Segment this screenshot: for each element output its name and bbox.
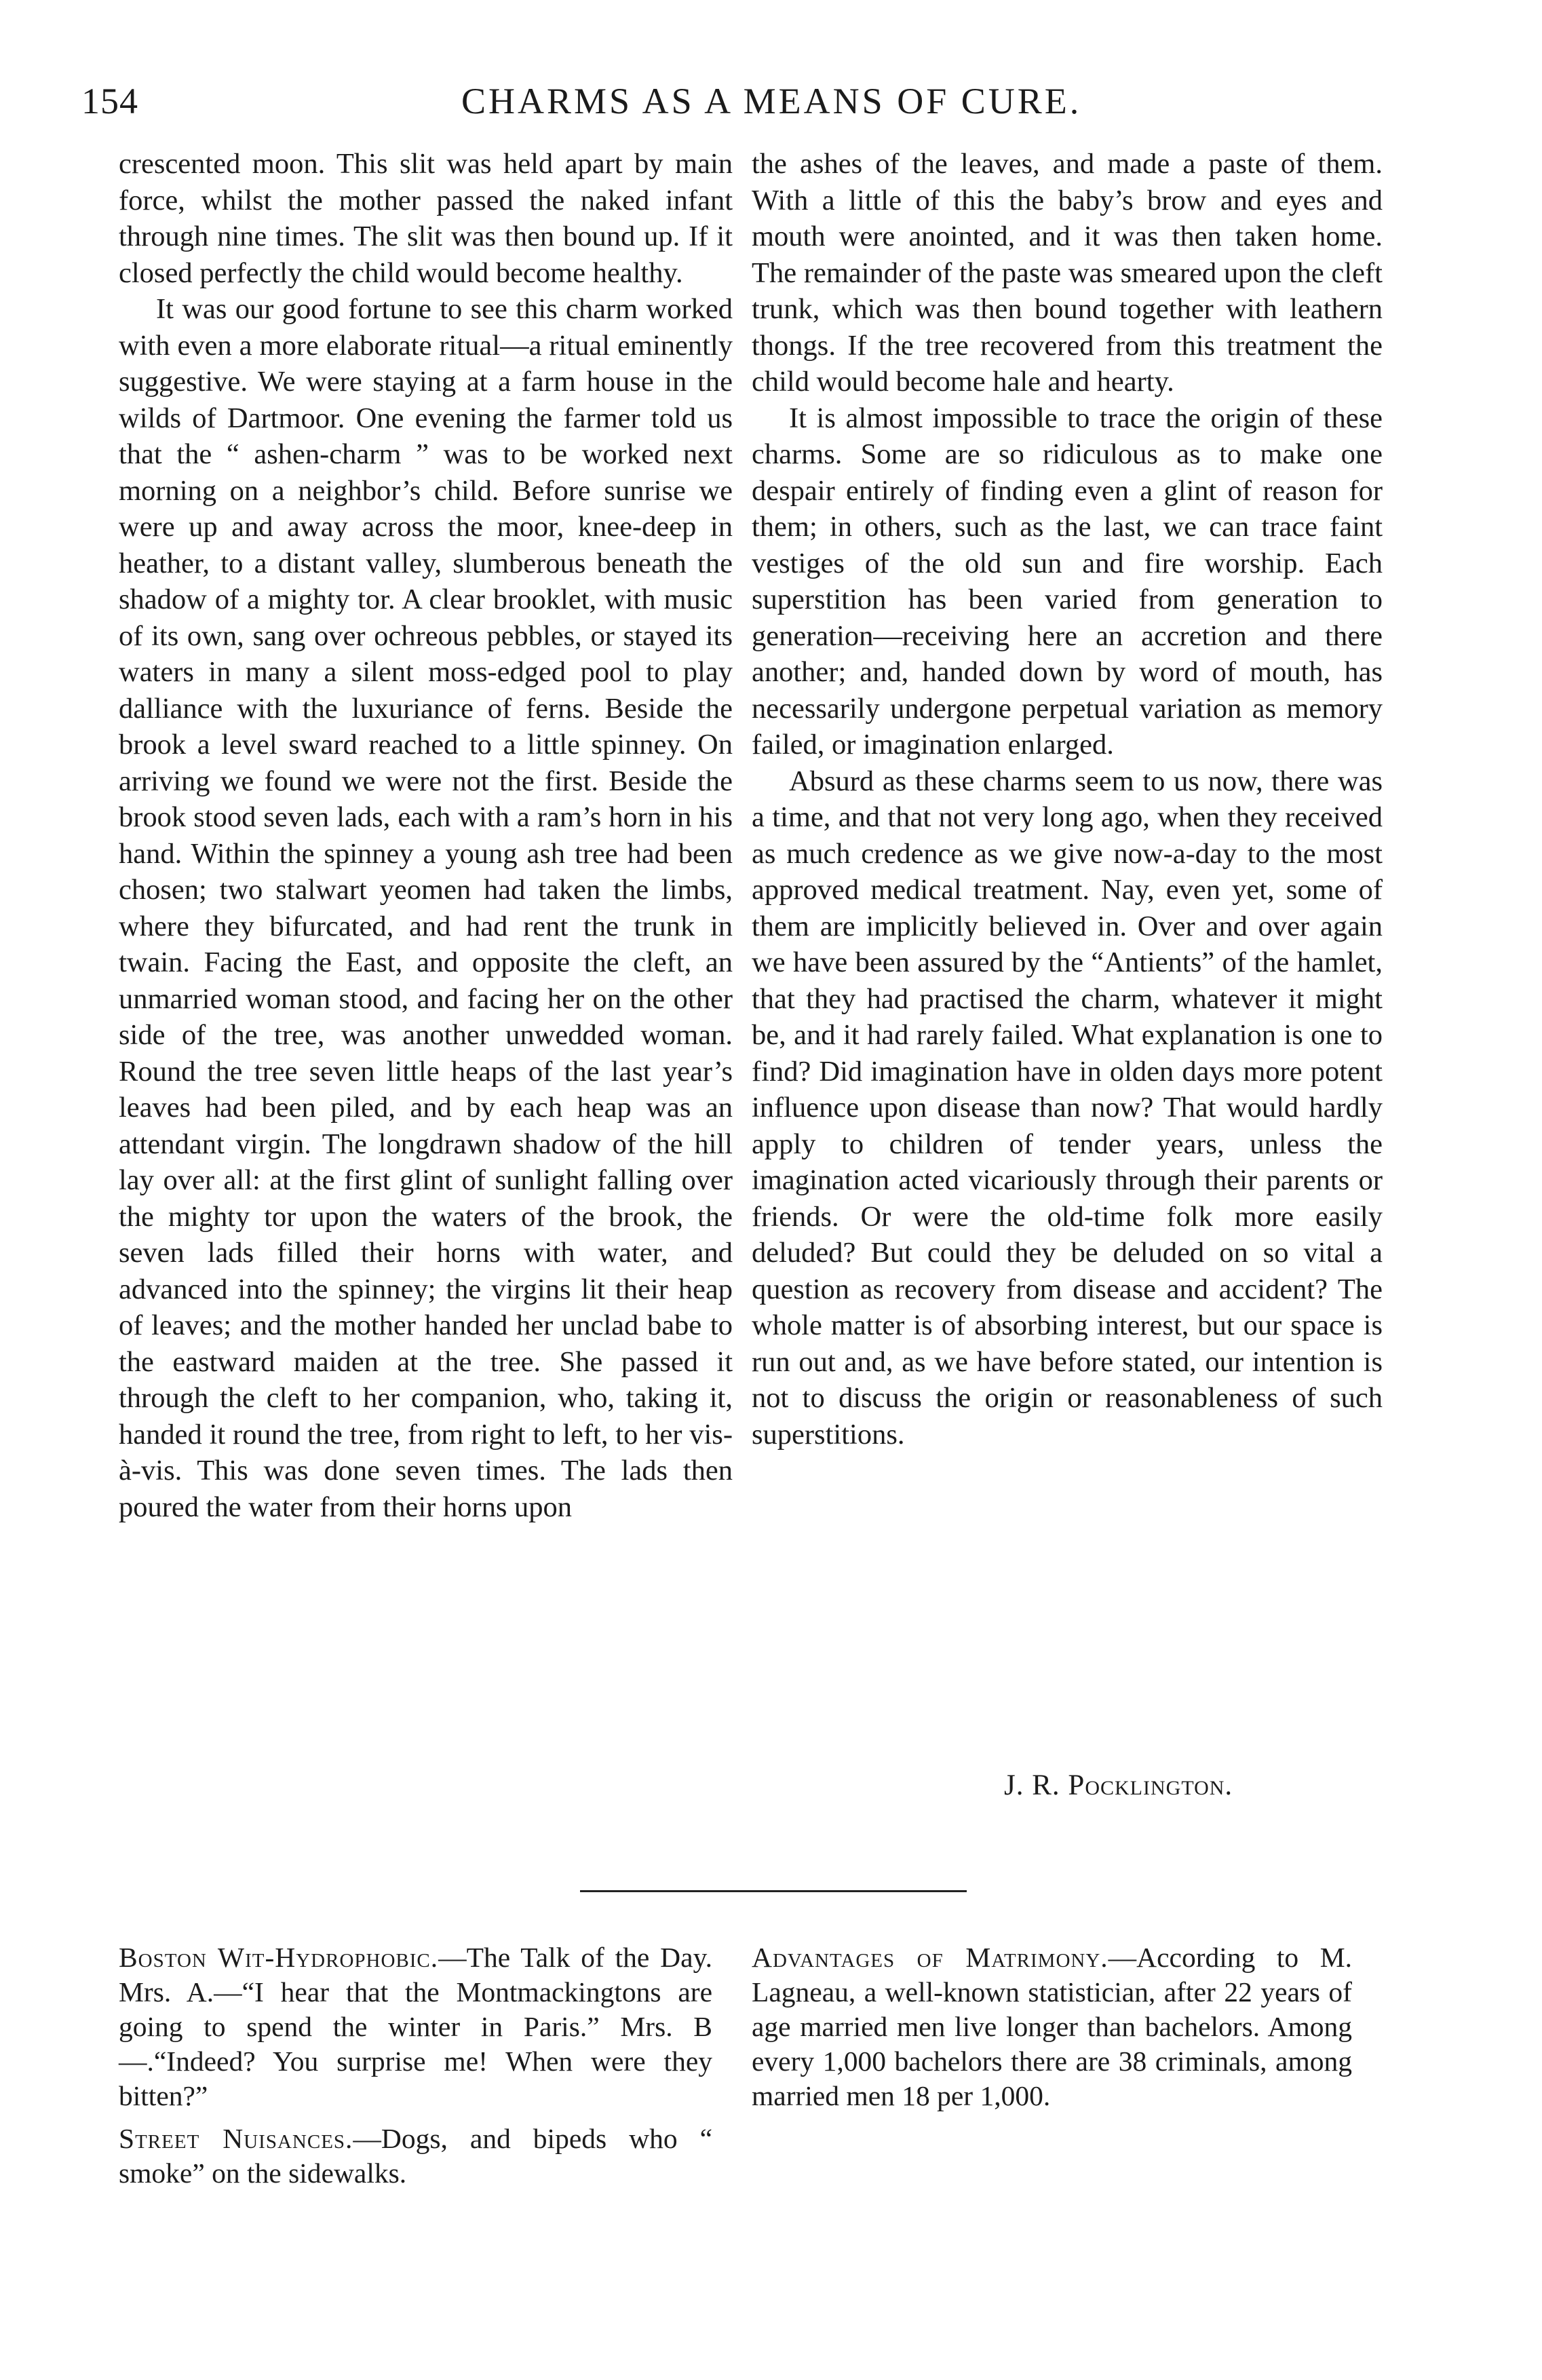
- note-boston-wit: [119, 1940, 712, 2113]
- note-heading: Advantages of Matrimony.: [752, 1942, 1109, 1973]
- note-matrimony: [752, 1940, 1352, 2113]
- article-paragraph: crescented moon. This slit was held apart by main force, whilst the mother passed the naked infant through nine times. The slit was then bound up. If it closed perfectly the child would become healthy.: [119, 148, 733, 289]
- note-heading: Street Nuisances.: [119, 2123, 353, 2154]
- running-title: CHARMS AS A MEANS OF CURE.: [461, 81, 1082, 121]
- note-street-nuisances: [119, 2122, 712, 2191]
- article-column-right: [752, 146, 1383, 1453]
- notes-column-right: [752, 1940, 1352, 2122]
- author-surname: Pocklington.: [1068, 1769, 1233, 1801]
- article-paragraph: the ashes of the leaves, and made a paste of them. With a little of this the baby’s brow and eyes and mouth were anointed, and it was then taken home. The remainder of the paste was smeared upon the cleft trunk, which was then bound together with leathern thongs. If the tree recovered from this treatment the child would become hale and hearty.: [752, 148, 1383, 398]
- section-divider: [580, 1890, 967, 1892]
- author-initials: J. R.: [1004, 1769, 1060, 1801]
- notes-column-left: [119, 1940, 712, 2199]
- note-body: —Dogs, and bipeds who “ smoke” on the sidewalks.: [119, 2123, 713, 2189]
- page-number: 154: [81, 81, 138, 121]
- article-paragraph: It was our good fortune to see this charm worked with even a more elaborate ritual—a ritual eminently suggestive. We were staying at a farm house in the wilds of Dartmoor. One evening the farmer told us that the “ ashen-charm ” was to be worked next morning on a neighbor’s child. Before sunrise we were up and away across the moor, knee-deep in heather, to a distant valley, slumberous beneath the shadow of a mighty tor. A clear brooklet, with music of its own, sang over ochreous pebbles, or stayed its waters in many a silent moss-edged pool to play dalliance with the luxuriance of ferns. Beside the brook a level sward reached to a little spinney. On arriving we found we were not the first. Beside the brook stood seven lads, each with a ram’s horn in his hand. Within the spinney a young ash tree had been chosen; two stalwart yeomen had taken the limbs, where they bifurcated, and had rent the trunk in twain. Facing the East, and opposite the cleft, an unmarried woman stood, and facing her on the other side of the tree, was another unwedded woman. Round the tree seven little heaps of the last year’s leaves had been piled, and by each heap was an attendant virgin. The longdrawn shadow of the hill lay over all: at the first glint of sunlight falling over the mighty tor upon the waters of the brook, the seven lads filled their horns with water, and advanced into the spinney; the virgins lit their heap of leaves; and the mother handed her unclad babe to the eastward maiden at the tree. She passed it through the cleft to her companion, who, taking it, handed it round the tree, from right to left, to her vis-à-vis. This was done seven times. The lads then poured the water from their horns upon: [119, 293, 733, 1523]
- article-column-left: [119, 146, 733, 1525]
- page-header: [81, 80, 1438, 141]
- author-signature: [1004, 1769, 1233, 1802]
- article-paragraph: Absurd as these charms seem to us now, there was a time, and that not very long ago, when they received as much credence as we give now-a-day to the most approved medical treatment. Nay, even yet, some of them are implicitly believed in. Over and over again we have been assured by the “Antients” of the hamlet, that they had practised the charm, whatever it might be, and it had rarely failed. What explanation is one to find? Did imagination have in olden days more potent influence upon disease than now? That would hardly apply to children of tender years, unless the imagination acted vicariously through their parents or friends. Or were the old-time folk more easily deluded? But could they be deluded on so vital a question as recovery from disease and accident? The whole matter is of absorbing interest, but our space is run out and, as we have before stated, our intention is not to discuss the origin or reasonableness of such superstitions.: [752, 765, 1383, 1451]
- note-body: —According to M. Lagneau, a well-known statistician, after 22 years of age married men live longer than bachelors. Among every 1,000 bachelors there are 38 criminals, among married men 18 per 1,000.: [752, 1942, 1352, 2111]
- note-heading: Boston Wit-Hydrophobic.: [119, 1942, 439, 1973]
- article-paragraph: It is almost impossible to trace the origin of these charms. Some are so ridiculous as to make one despair entirely of finding even a glint of reason for them; in others, such as the last, we can trace faint vestiges of the old sun and fire worship. Each superstition has been varied from generation to generation—receiving here an accretion and there another; and, handed down by word of mouth, has necessarily undergone perpetual variation as memory failed, or imagination enlarged.: [752, 402, 1383, 761]
- note-body: —The Talk of the Day. Mrs. A.—“I hear that the Montmackingtons are going to spend the winter in Paris.” Mrs. B—.“Indeed? You surprise me! When were they bitten?”: [119, 1942, 713, 2111]
